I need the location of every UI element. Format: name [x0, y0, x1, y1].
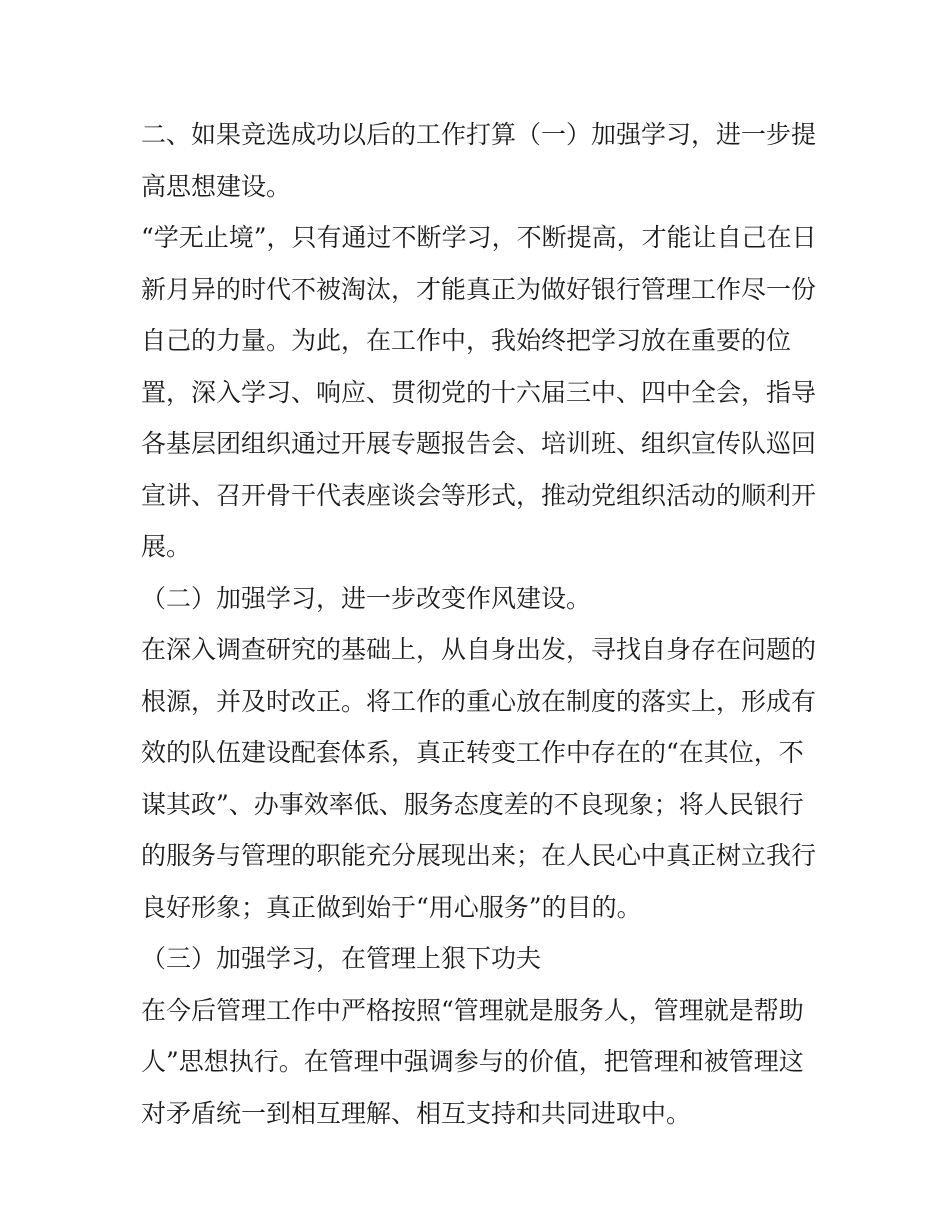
section-heading-3: （三）加强学习，在管理上狠下功夫 [141, 944, 542, 973]
paragraph-learning: “学无止境”，只有通过不断学习，不断提高，才能让自己在日新月异的时代不被淘汰，才能真正为做好银行管理工作尽一份自己的力量。为此，在工作中，我始终把学习放在重要的位置，深入学习、响应、贯彻党的十六届三中、四中全会，指导各基层团组织通过开展专题报告会、培训班、组织宣传队巡回宣讲、召开骨干代表座谈会等形式，推动党组织活动的顺利开展。 [141, 223, 817, 561]
section-heading-1: 二、如果竞选成功以后的工作打算（一）加强学习，进一步提高思想建设。 [141, 120, 817, 201]
paragraph-work-style: 在深入调查研究的基础上，从自身出发，寻找自身存在问题的根源，并及时改正。将工作的重心放在制度的落实上，形成有效的队伍建设配套体系，真正转变工作中存在的“在其位，不谋其政”、办事效率低、服务态度差的不良现象；将人民银行的服务与管理的职能充分展现出来；在人民心中真正树立我行良好形象；真正做到始于“用心服务”的目的。 [141, 635, 817, 922]
paragraph-management: 在今后管理工作中严格按照“管理就是服务人，管理就是帮助人”思想执行。在管理中强调参与的价值，把管理和被管理这对矛盾统一到相互理解、相互支持和共同进取中。 [141, 995, 804, 1128]
document-body [141, 109, 821, 1139]
section-heading-2: （二）加强学习，进一步改变作风建设。 [141, 583, 592, 613]
